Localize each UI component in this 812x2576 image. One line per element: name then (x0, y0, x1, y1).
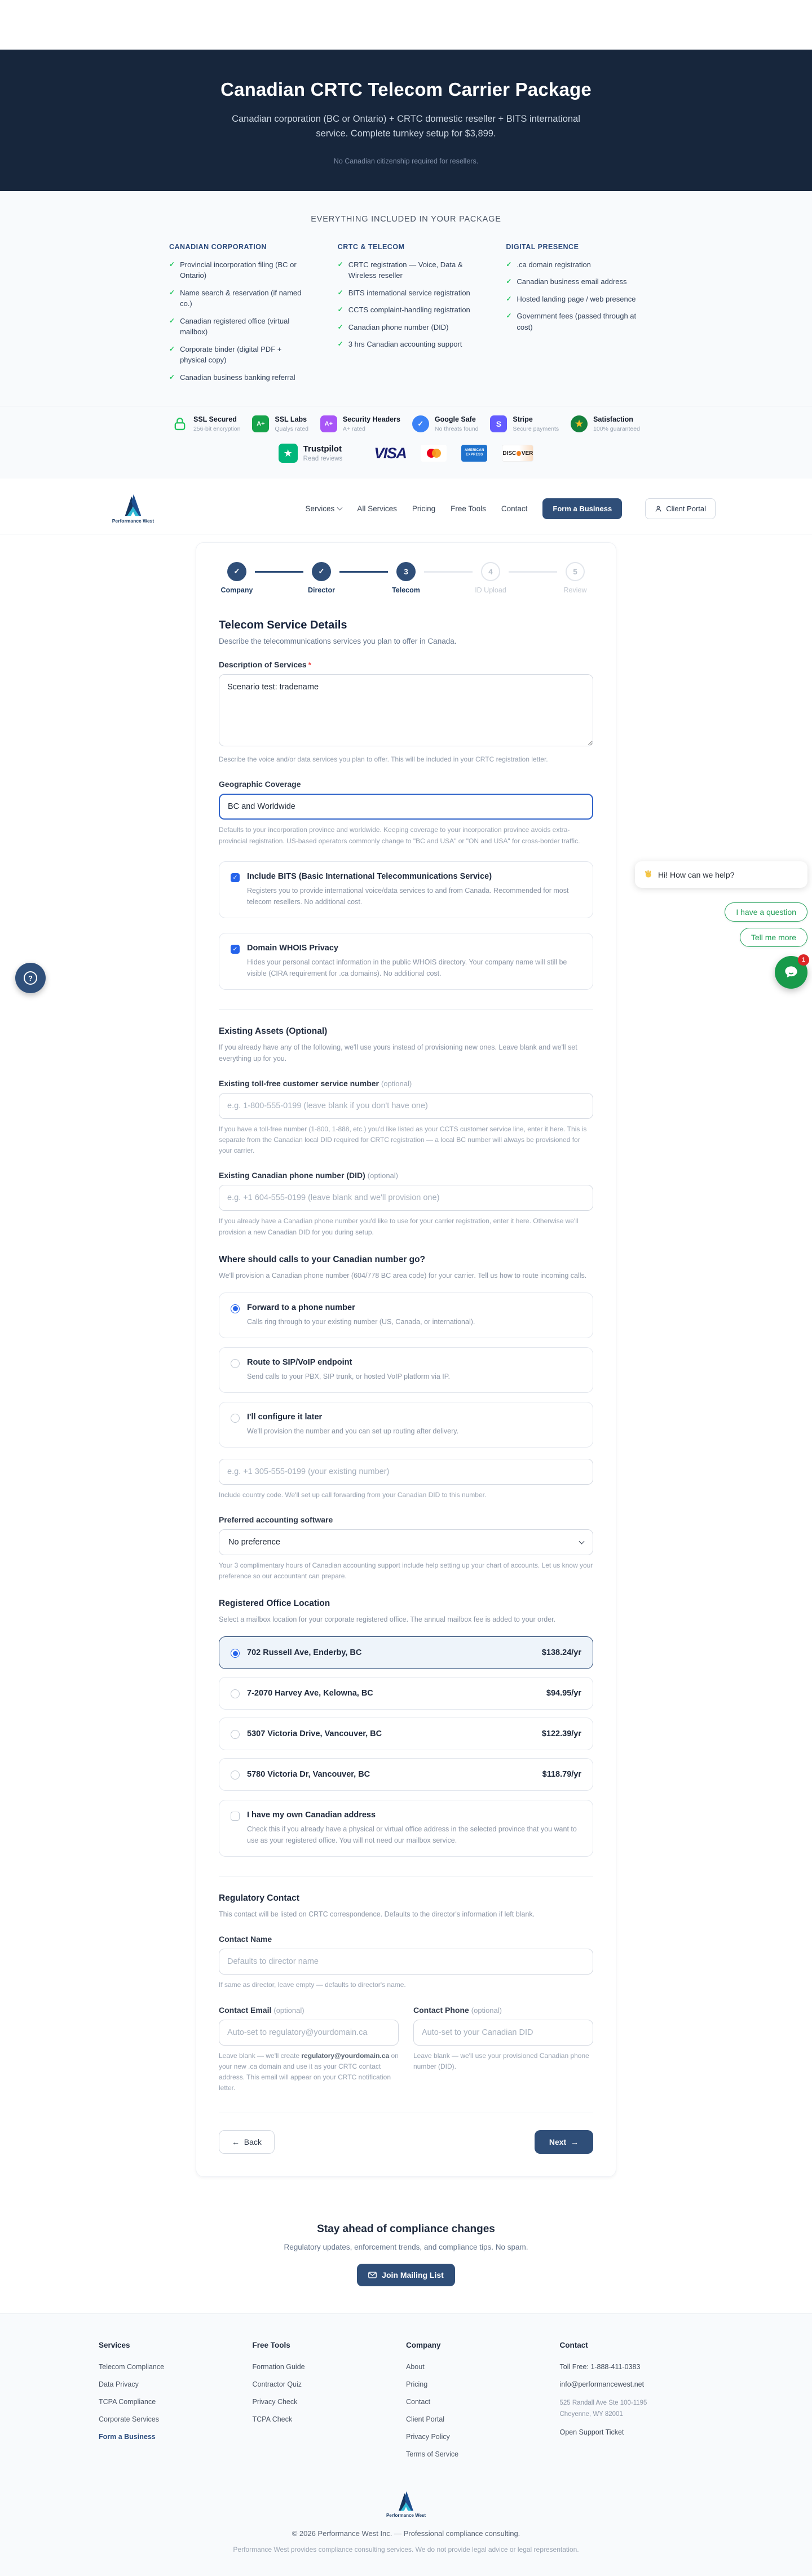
badge-sub: Secure payments (513, 426, 559, 433)
badge-satisfaction (571, 415, 640, 432)
grade-a-plus-icon: A+ (320, 415, 337, 432)
routing-option-later[interactable] (219, 1402, 593, 1448)
top-whitespace (0, 0, 812, 50)
list-item (506, 294, 643, 305)
forward-number-field (219, 1459, 593, 1501)
list-item (169, 344, 306, 366)
hero-note: No Canadian citizenship required for resellers. (333, 157, 479, 165)
step-label: Review (563, 586, 587, 595)
radio-icon[interactable] (231, 1730, 240, 1739)
discover-logo: DISC VER (502, 445, 533, 462)
question-mark-icon: ? (24, 971, 37, 985)
newsletter-title: Stay ahead of compliance changes (317, 2223, 495, 2236)
office-price: $118.79/yr (542, 1770, 581, 1780)
routing-option-sip[interactable] (219, 1347, 593, 1393)
check-icon: ✓ (337, 260, 343, 268)
check-icon: ✓ (506, 260, 512, 268)
nav-link-contact[interactable]: Contact (501, 504, 528, 513)
trustpilot-star-icon: ★ (279, 444, 298, 463)
trustpilot-reviews-link[interactable]: Read reviews (303, 455, 343, 463)
check-icon: ✓ (169, 288, 175, 296)
step-connector (424, 571, 473, 573)
field-helper: Describe the voice and/or data services you plan to offer. This will be included in your CRTC registration letter. (219, 755, 548, 764)
field-helper: If same as director, leave empty — defaults to director's name. (219, 1981, 406, 1989)
step-number: 3 (396, 562, 416, 581)
option-title: Route to SIP/VoIP endpoint (247, 1357, 352, 1367)
newsletter-desc: Regulatory updates, enforcement trends, and compliance tips. No spam. (284, 2243, 528, 2252)
step-label: ID Upload (475, 586, 506, 595)
step-director[interactable] (303, 562, 339, 594)
office-price: $138.24/yr (541, 1648, 581, 1658)
step-number: 5 (566, 562, 585, 581)
stripe-icon: S (490, 415, 507, 432)
next-button[interactable]: Next → (535, 2130, 593, 2154)
whois-privacy-option-card[interactable] (219, 933, 593, 990)
included-column-telecom (338, 243, 475, 390)
chat-bubble-icon (783, 964, 800, 981)
option-desc: Calls ring through to your existing number (US, Canada, or international). (247, 1317, 475, 1326)
list-item-label: Corporate binder (digital PDF + physical copy) (180, 344, 282, 365)
chat-greeting-bubble (635, 861, 807, 888)
badge-name: SSL Secured (193, 415, 237, 424)
footer-column-title: Company (406, 2341, 441, 2350)
call-routing-desc: We'll provision a Canadian phone number (604/778 BC area code) for your carrier. Tell us how to route incoming calls. (219, 1271, 587, 1280)
badge-name: Satisfaction (593, 415, 633, 424)
footer-link-tcpa-compliance[interactable]: TCPA Compliance (99, 2398, 156, 2406)
list-item (169, 287, 306, 309)
checkbox-checked-icon[interactable]: ✓ (231, 873, 240, 882)
office-option-kelowna[interactable] (219, 1677, 593, 1710)
footer-column-title: Contact (559, 2341, 588, 2350)
footer-link-privacy-policy[interactable]: Privacy Policy (406, 2433, 450, 2441)
contact-email-input[interactable] (219, 2020, 399, 2046)
badge-ssl-labs (252, 415, 308, 432)
footer-column-title: Free Tools (252, 2341, 290, 2350)
footer-link-formation-guide[interactable]: Formation Guide (252, 2363, 305, 2371)
waving-hand-icon (644, 870, 654, 879)
option-title: I'll configure it later (247, 1412, 323, 1422)
footer-address: 525 Randall Ave Ste 100-1195 Cheyenne, WY 82001 (559, 2400, 647, 2418)
chevron-down-icon (579, 1539, 585, 1544)
step-telecom[interactable] (388, 562, 424, 594)
office-option-victoria-drive[interactable] (219, 1718, 593, 1750)
call-routing-heading: Where should calls to your Canadian number go? (219, 1254, 426, 1264)
description-of-services-field (219, 660, 593, 765)
brand-name: Performance West (386, 2513, 426, 2519)
list-item (338, 339, 475, 350)
field-helper: Leave blank — we'll create regulatory@yourdomain.ca on your new .ca domain and use it as your CRTC contact address. This email will appear on your CRTC notification letter. (219, 2051, 399, 2092)
lock-icon (172, 416, 188, 432)
office-price: $94.95/yr (546, 1689, 581, 1698)
tollfree-input[interactable] (219, 1093, 593, 1119)
own-address-option-card[interactable] (219, 1800, 593, 1857)
page-title: Canadian CRTC Telecom Carrier Package (220, 79, 592, 100)
footer-link-privacy-check[interactable]: Privacy Check (252, 2398, 298, 2406)
radio-icon[interactable] (231, 1359, 240, 1368)
option-title: I have my own Canadian address (247, 1811, 376, 1820)
list-item (169, 372, 306, 383)
option-title: Forward to a phone number (247, 1303, 355, 1312)
discover-dot-icon (517, 451, 521, 456)
chat-tell-me-more-button[interactable]: Tell me more (740, 928, 807, 947)
footer-link-contractor-quiz[interactable]: Contractor Quiz (252, 2380, 302, 2389)
required-asterisk: * (308, 660, 312, 670)
join-mailing-list-button[interactable]: Join Mailing List (357, 2264, 455, 2286)
brand-logo[interactable] (96, 493, 170, 524)
badge-google-safe (412, 415, 479, 432)
contact-phone-field (413, 2006, 593, 2094)
forward-number-input[interactable] (219, 1459, 593, 1485)
check-icon: ✓ (169, 260, 175, 268)
grade-a-plus-icon: A+ (252, 415, 269, 432)
badge-stripe (490, 415, 559, 432)
option-desc: Send calls to your PBX, SIP trunk, or hosted VoIP platform via IP. (247, 1372, 450, 1380)
list-item-label: .ca domain registration (517, 260, 591, 269)
footer-logo (386, 2490, 426, 2518)
list-item (506, 276, 643, 287)
list-item (506, 311, 643, 333)
wizard-stepper (219, 562, 593, 594)
navbar (0, 479, 812, 534)
help-fab-button[interactable] (15, 963, 46, 993)
nav-link-all-services[interactable]: All Services (357, 504, 397, 513)
step-review[interactable] (557, 562, 593, 594)
section-divider (219, 1009, 593, 1010)
field-helper: Defaults to your incorporation province and worldwide. Keeping coverage to your incorporation province avoids extra-provincial registration. US-based operators commonly change to "BC and USA" or "ON and USA" for cross-border traffic. (219, 826, 580, 845)
check-icon: ✓ (337, 288, 343, 296)
description-of-services-textarea[interactable] (219, 674, 593, 746)
footer-link-about[interactable]: About (406, 2363, 425, 2371)
badge-name: Security Headers (342, 415, 400, 424)
contact-phone-input[interactable] (413, 2020, 593, 2046)
checkbox-unchecked-icon[interactable] (231, 1812, 240, 1821)
office-address: 5307 Victoria Drive, Vancouver, BC (247, 1729, 382, 1739)
existing-did-field (219, 1171, 593, 1237)
chat-widget (635, 861, 807, 989)
nav-services-menu[interactable]: Services (306, 504, 342, 513)
field-helper: Leave blank — we'll use your provisioned Canadian phone number (DID). (413, 2051, 589, 2070)
check-icon: ✓ (337, 340, 343, 348)
list-item-label: Provincial incorporation filing (BC or Ontario) (180, 260, 297, 280)
client-portal-button[interactable]: Client Portal (645, 498, 716, 519)
radio-selected-icon[interactable] (231, 1304, 240, 1313)
office-option-enderby[interactable] (219, 1636, 593, 1669)
badge-ssl-secured (172, 415, 240, 432)
list-item (506, 259, 643, 271)
chevron-down-icon (337, 505, 343, 511)
step-label: Company (220, 586, 253, 595)
nav-link-pricing[interactable]: Pricing (412, 504, 436, 513)
footer-disclaimer: Performance West provides compliance consulting services. We do not provide legal advice or legal representation. (233, 2546, 579, 2554)
check-icon: ✓ (506, 277, 512, 286)
option-desc: Registers you to provide international voice/data services to and from Canada. Recommended for most telecom resellers. No additional cost. (247, 886, 569, 906)
main-content (0, 534, 812, 2208)
field-label: Contact Email (optional) (219, 2005, 304, 2015)
badge-name: SSL Labs (275, 415, 307, 424)
list-item (338, 304, 475, 316)
form-subtitle: Describe the telecommunications services you plan to offer in Canada. (219, 637, 457, 646)
included-column-corporation (169, 243, 306, 390)
list-item-label: Name search & reservation (if named co.) (180, 288, 302, 308)
chat-question-button[interactable]: I have a question (725, 902, 807, 922)
footer-phone[interactable]: Toll Free: 1-888-411-0383 (559, 2363, 641, 2371)
hero-subtitle: Canadian corporation (BC or Ontario) + CRTC domestic reseller + BITS international service. Complete turnkey setup for $3,899. (232, 114, 580, 139)
footer-column-services (99, 2341, 253, 2468)
footer-support-ticket-link[interactable]: Open Support Ticket (559, 2428, 624, 2437)
newsletter-section (0, 2208, 812, 2313)
list-item-label: Canadian phone number (DID) (348, 322, 449, 331)
radio-icon[interactable] (231, 1414, 240, 1423)
list-item-label: 3 hrs Canadian accounting support (348, 340, 462, 349)
step-check-icon: ✓ (312, 562, 331, 581)
bits-option-card[interactable] (219, 861, 593, 918)
footer-link-pricing[interactable]: Pricing (406, 2380, 428, 2389)
step-number: 4 (481, 562, 500, 581)
trustpilot-badge[interactable] (279, 444, 343, 463)
accounting-software-select[interactable] (219, 1529, 593, 1555)
check-icon: ✓ (506, 294, 512, 303)
badge-name: Google Safe (434, 415, 476, 424)
chat-greeting-text: Hi! How can we help? (658, 870, 735, 879)
regulatory-contact-heading: Regulatory Contact (219, 1893, 299, 1904)
registered-office-desc: Select a mailbox location for your corporate registered office. The annual mailbox fee is added to your order. (219, 1615, 556, 1624)
badge-sub: Qualys rated (275, 426, 308, 433)
existing-did-input[interactable] (219, 1185, 593, 1211)
option-desc: Hides your personal contact information in the public WHOIS directory. Your company name will still be visible (CIRA requirement for .ca domains). No additional cost. (247, 958, 567, 977)
back-button[interactable]: ← Back (219, 2130, 275, 2154)
person-icon (655, 505, 662, 512)
mastercard-logo (421, 445, 447, 462)
envelope-icon (368, 2272, 377, 2278)
badge-sub: No threats found (434, 426, 479, 433)
footer-link-data-privacy[interactable]: Data Privacy (99, 2380, 139, 2389)
option-desc: Check this if you already have a physical or virtual office address in the selected province that you want to use as your registered office. You will not need our mailbox service. (247, 1825, 577, 1845)
office-address: 702 Russell Ave, Enderby, BC (247, 1648, 362, 1658)
footer-link-telecom-compliance[interactable]: Telecom Compliance (99, 2363, 165, 2371)
nav-link-free-tools[interactable]: Free Tools (451, 504, 486, 513)
optional-tag: (optional) (367, 1171, 398, 1180)
radio-icon[interactable] (231, 1771, 240, 1780)
footer-link-client-portal[interactable]: Client Portal (406, 2415, 445, 2424)
list-item (338, 322, 475, 333)
field-helper: If you have a toll-free number (1-800, 1-888, etc.) you'd like listed as your CCTS customer service line, enter it here. This is separate from the Canadian local DID required for CRTC registration — a local BC number will always be provisioned for your carrier. (219, 1125, 587, 1155)
included-column-digital (506, 243, 643, 390)
chat-unread-badge: 1 (798, 954, 809, 966)
footer-copyright: © 2026 Performance West Inc. — Professional compliance consulting. (292, 2529, 520, 2538)
check-icon: ✓ (337, 306, 343, 314)
included-column-title: DIGITAL PRESENCE (506, 242, 579, 251)
footer-link-tcpa-check[interactable]: TCPA Check (252, 2415, 293, 2424)
existing-assets-desc: If you already have any of the following, we'll use yours instead of provisioning new ones. Leave blank and we'll set everything up for you. (219, 1043, 577, 1063)
option-title: Domain WHOIS Privacy (247, 943, 338, 953)
included-heading: EVERYTHING INCLUDED IN YOUR PACKAGE (311, 214, 501, 224)
optional-tag: (optional) (273, 2006, 304, 2015)
geographic-coverage-field (219, 780, 593, 846)
wizard-card (196, 542, 616, 2177)
payment-methods-section (0, 439, 812, 479)
field-label: Existing toll-free customer service number (optional) (219, 1078, 412, 1088)
step-company[interactable] (219, 562, 255, 594)
footer-link-corporate-services[interactable]: Corporate Services (99, 2415, 159, 2424)
form-title: Telecom Service Details (219, 619, 347, 632)
step-id-upload[interactable] (473, 562, 509, 594)
footer (0, 2313, 812, 2576)
visa-logo: VISA (374, 444, 407, 462)
check-icon: ✓ (506, 312, 512, 320)
list-item-label: Canadian business banking referral (180, 373, 295, 382)
tollfree-field (219, 1079, 593, 1157)
footer-column-free-tools (253, 2341, 407, 2468)
badge-sub: 100% guaranteed (593, 426, 640, 433)
footer-link-form-a-business[interactable]: Form a Business (99, 2433, 156, 2441)
footer-column-contact (560, 2341, 714, 2468)
list-item (338, 287, 475, 299)
checkbox-checked-icon[interactable]: ✓ (231, 945, 240, 954)
office-address: 7-2070 Harvey Ave, Kelowna, BC (247, 1689, 373, 1698)
step-label: Telecom (392, 586, 420, 595)
footer-column-title: Services (99, 2341, 130, 2350)
badge-security-headers (320, 415, 400, 432)
included-column-title: CRTC & TELECOM (337, 242, 405, 251)
contact-name-input[interactable] (219, 1949, 593, 1975)
badge-sub: 256-bit encryption (193, 426, 241, 433)
existing-assets-heading: Existing Assets (Optional) (219, 1026, 328, 1036)
field-helper: Include country code. We'll set up call forwarding from your Canadian DID to this number. (219, 1490, 487, 1499)
list-item-label: Canadian business email address (517, 277, 627, 286)
list-item-label: Canadian registered office (virtual mailbox) (180, 316, 290, 337)
step-check-icon: ✓ (227, 562, 246, 581)
brand-name: Performance West (112, 518, 155, 524)
field-label: Description of Services * (219, 660, 312, 670)
chat-fab-button[interactable] (775, 956, 807, 989)
step-connector (339, 571, 388, 573)
option-title: Include BITS (Basic International Telecommunications Service) (247, 871, 492, 881)
optional-tag: (optional) (381, 1079, 412, 1088)
step-connector (509, 571, 557, 573)
form-a-business-button[interactable]: Form a Business (542, 498, 622, 519)
list-item-label: CCTS complaint-handling registration (348, 306, 470, 315)
arrow-left-icon: ← (232, 2137, 240, 2147)
list-item (338, 259, 475, 281)
field-helper: Your 3 complimentary hours of Canadian accounting support include help setting up your chart of accounts. Let us know your preference so our accountant can prepare. (219, 1561, 593, 1581)
trust-badges-section (0, 406, 812, 439)
performance-west-logo-icon (394, 2490, 418, 2512)
footer-email[interactable]: info@performancewest.net (559, 2380, 645, 2389)
check-icon: ✓ (169, 316, 175, 325)
registered-office-heading: Registered Office Location (219, 1599, 330, 1609)
list-item-label: CRTC registration — Voice, Data & Wireless reseller (348, 260, 463, 280)
list-item (169, 259, 306, 281)
hero-section (0, 50, 812, 191)
list-item (169, 316, 306, 338)
field-label: Existing Canadian phone number (DID) (optional) (219, 1171, 398, 1180)
list-item-label: Hosted landing page / web presence (517, 294, 636, 303)
geographic-coverage-input[interactable] (219, 794, 593, 820)
included-column-title: CANADIAN CORPORATION (169, 242, 267, 251)
footer-column-company (406, 2341, 560, 2468)
radio-selected-icon[interactable] (231, 1649, 240, 1658)
check-icon: ✓ (337, 322, 343, 331)
field-label: Contact Name (219, 1935, 272, 1944)
badge-sub: A+ rated (342, 426, 365, 433)
option-desc: We'll provision the number and you can set up routing after delivery. (247, 1427, 459, 1435)
step-label: Director (308, 586, 335, 595)
star-icon: ★ (571, 415, 588, 432)
performance-west-logo-icon (120, 493, 146, 517)
optional-tag: (optional) (471, 2006, 502, 2015)
check-circle-icon: ✓ (412, 415, 429, 432)
check-icon: ✓ (169, 344, 175, 353)
field-helper: If you already have a Canadian phone number you'd like to use for your carrier registration, enter it here. Otherwise we'll provision a new Canadian DID for you during setup. (219, 1217, 579, 1236)
radio-icon[interactable] (231, 1689, 240, 1698)
regulatory-contact-desc: This contact will be listed on CRTC correspondence. Defaults to the director's information if left blank. (219, 1910, 535, 1919)
check-icon: ✓ (169, 373, 175, 381)
included-section (0, 191, 812, 406)
field-label: Geographic Coverage (219, 780, 301, 789)
office-address: 5780 Victoria Dr, Vancouver, BC (247, 1770, 370, 1780)
office-option-victoria-dr[interactable] (219, 1758, 593, 1791)
accounting-software-field (219, 1515, 593, 1582)
office-price: $122.39/yr (541, 1729, 581, 1739)
field-label: Preferred accounting software (219, 1515, 333, 1524)
field-label: Contact Phone (optional) (413, 2005, 502, 2015)
badge-name: Stripe (513, 415, 533, 424)
footer-link-terms-of-service[interactable]: Terms of Service (406, 2450, 459, 2459)
select-value: No preference (228, 1537, 280, 1547)
amex-logo: AMERICAN EXPRESS (461, 445, 487, 462)
footer-link-contact[interactable]: Contact (406, 2398, 431, 2406)
list-item-label: BITS international service registration (348, 288, 470, 297)
contact-email-field (219, 2006, 399, 2094)
contact-name-field (219, 1935, 593, 1990)
trustpilot-name: Trustpilot (303, 444, 342, 454)
routing-option-forward[interactable] (219, 1293, 593, 1338)
step-connector (255, 571, 303, 573)
arrow-right-icon: → (571, 2137, 579, 2147)
list-item-label: Government fees (passed through at cost) (517, 312, 637, 331)
